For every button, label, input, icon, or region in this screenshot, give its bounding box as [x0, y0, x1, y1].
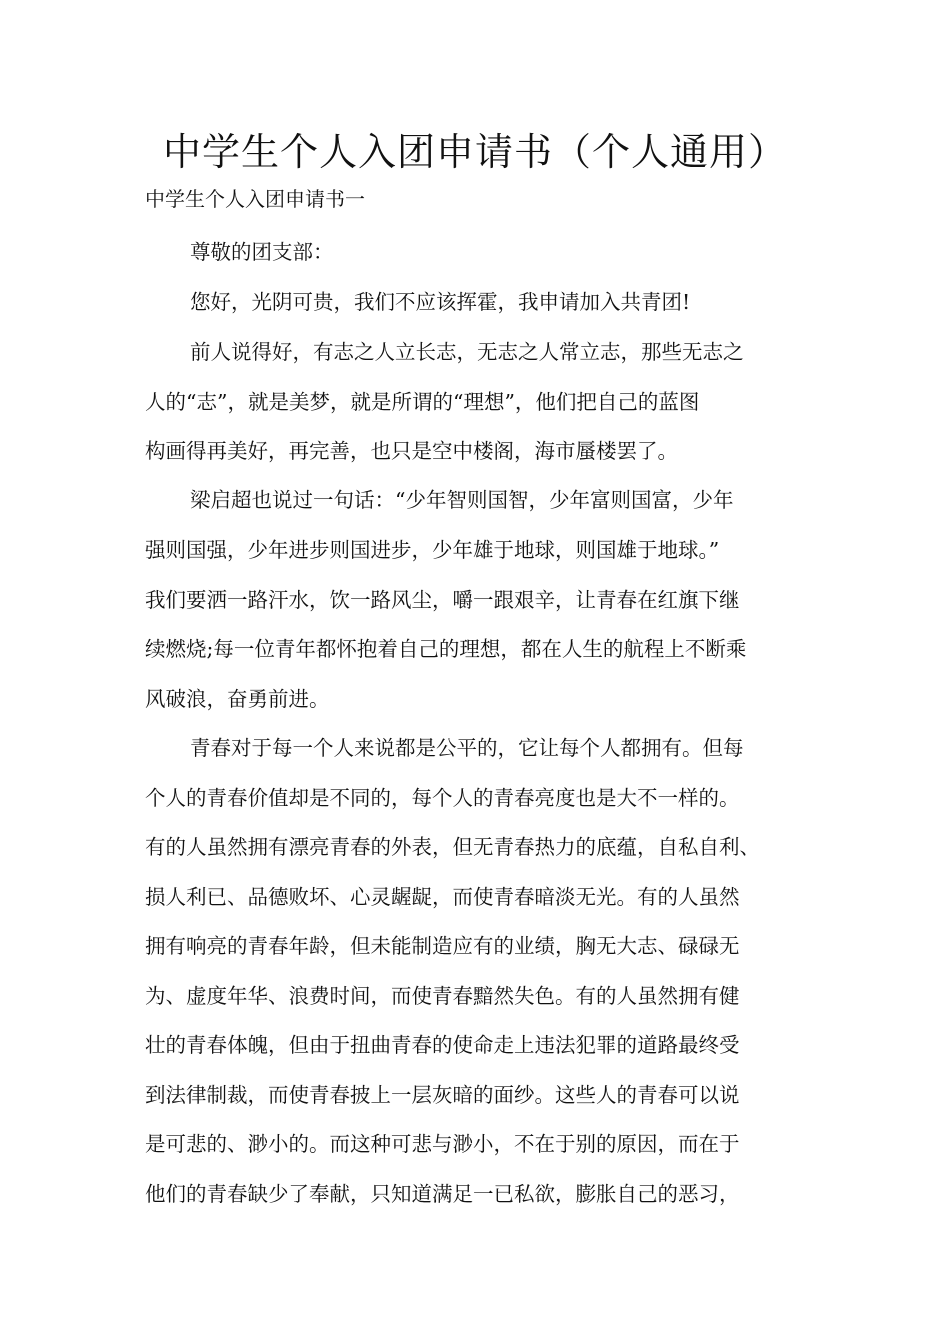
paragraph-line: 续燃烧;每一位青年都怀抱着自己的理想，都在人生的航程上不断乘: [145, 637, 747, 661]
paragraph-line: 强则国强，少年进步则国进步，少年雄于地球，则国雄于地球。”: [145, 538, 720, 562]
paragraph-line: 前人说得好，有志之人立长志，无志之人常立志，那些无志之: [190, 340, 744, 364]
paragraph-line: 壮的青春体魄，但由于扭曲青春的使命走上违法犯罪的道路最终受: [145, 1033, 740, 1057]
greeting-line: 您好，光阴可贵，我们不应该挥霍，我申请加入共青团!: [190, 290, 691, 314]
paragraph-line: 为、虚度年华、浪费时间，而使青春黯然失色。有的人虽然拥有健: [145, 984, 740, 1008]
paragraph-line: 风破浪，奋勇前进。: [145, 687, 330, 711]
paragraph-line: 我们要洒一路汗水，饮一路风尘，嚼一跟艰辛，让青春在红旗下继: [145, 588, 740, 612]
paragraph-line: 构画得再美好，再完善，也只是空中楼阁，海市蜃楼罢了。: [145, 439, 678, 463]
paragraph-line: 人的“志”，就是美梦，就是所谓的“理想”，他们把自己的蓝图: [145, 390, 700, 414]
paragraph-line: 梁启超也说过一句话：“少年智则国智，少年富则国富，少年: [190, 488, 734, 512]
paragraph-line: 青春对于每一个人来说都是公平的，它让每个人都拥有。但每: [190, 736, 744, 760]
document-title: 中学生个人入团申请书（个人通用）: [162, 130, 787, 174]
document-subtitle: 中学生个人入团申请书一: [145, 187, 365, 211]
paragraph-line: 个人的青春价值却是不同的，每个人的青春亮度也是大不一样的。: [145, 786, 740, 810]
salutation-line: 尊敬的团支部：: [190, 240, 334, 264]
paragraph-line: 有的人虽然拥有漂亮青春的外表，但无青春热力的底蕴，自私自利、: [145, 835, 760, 859]
paragraph-line: 损人利已、品德败坏、心灵龌龊，而使青春暗淡无光。有的人虽然: [145, 885, 740, 909]
paragraph-line: 拥有响亮的青春年龄，但未能制造应有的业绩，胸无大志、碌碌无: [145, 934, 740, 958]
paragraph-line: 是可悲的、渺小的。而这种可悲与渺小，不在于别的原因，而在于: [145, 1132, 740, 1156]
paragraph-line: 到法律制裁，而使青春披上一层灰暗的面纱。这些人的青春可以说: [145, 1083, 740, 1107]
paragraph-line: 他们的青春缺少了奉献，只知道满足一已私欲，膨胀自己的恶习，: [145, 1182, 740, 1206]
